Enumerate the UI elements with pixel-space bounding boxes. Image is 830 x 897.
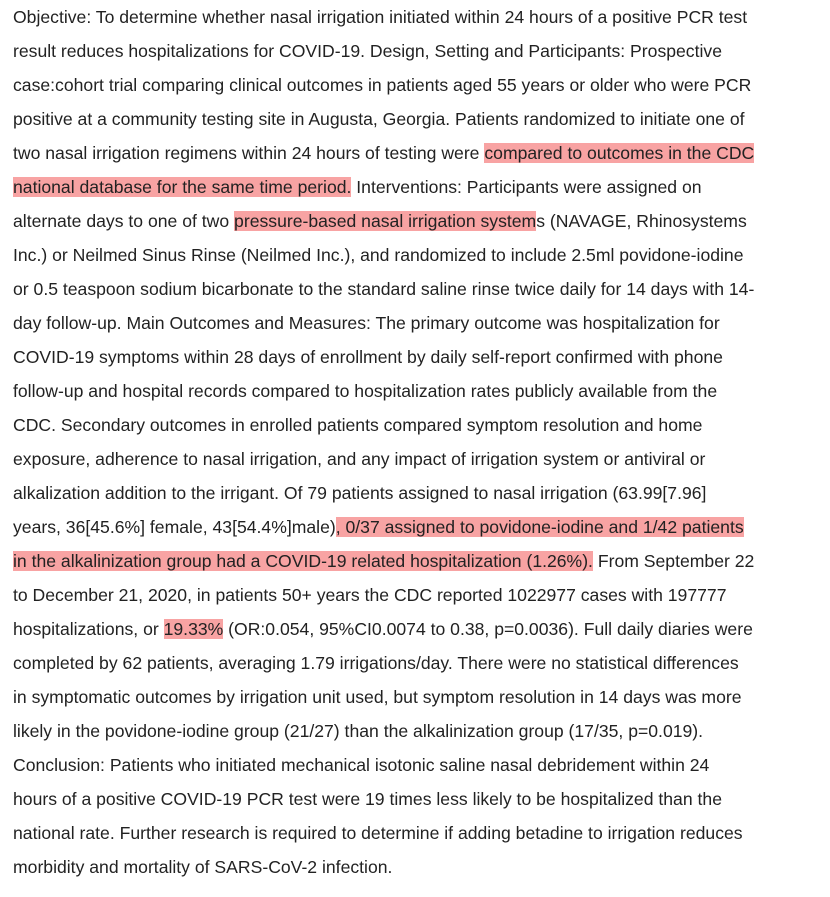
- text-segment: COVID-19 symptoms within 28 days of enrollment by daily self-report confirmed with phone: [13, 347, 723, 367]
- text-segment: national rate. Further research is required to determine if adding betadine to irrigation reduces: [13, 823, 743, 843]
- highlighted-text: pressure-based nasal irrigation system: [234, 211, 537, 231]
- text-segment: Inc.) or Neilmed Sinus Rinse (Neilmed Inc.), and randomized to include 2.5ml povidone-iodine: [13, 245, 744, 265]
- text-segment: result reduces hospitalizations for COVID-19. Design, Setting and Participants: Prospective: [13, 41, 722, 61]
- highlighted-text: 19.33%: [163, 619, 224, 639]
- text-line: [13, 544, 813, 578]
- text-line: [13, 136, 813, 170]
- text-segment: likely in the povidone-iodine group (21/27) than the alkalinization group (17/35, p=0.019).: [13, 721, 704, 741]
- text-segment: Interventions: Participants were assigned on: [351, 177, 702, 197]
- text-line: [13, 714, 813, 748]
- highlighted-text: national database for the same time period.: [13, 177, 352, 197]
- text-line: [13, 170, 813, 204]
- text-segment: case:cohort trial comparing clinical outcomes in patients aged 55 years or older who were PCR: [13, 75, 752, 95]
- text-segment: to December 21, 2020, in patients 50+ years the CDC reported 1022977 cases with 197777: [13, 585, 727, 605]
- text-line: [13, 374, 813, 408]
- text-line: [13, 748, 813, 782]
- text-line: [13, 204, 813, 238]
- highlighted-text: in the alkalinization group had a COVID-19 related hospitalization (1.26%).: [13, 551, 593, 571]
- text-segment: in symptomatic outcomes by irrigation unit used, but symptom resolution in 14 days was more: [13, 687, 742, 707]
- text-line: [13, 442, 813, 476]
- text-line: [13, 306, 813, 340]
- text-line: [13, 34, 813, 68]
- highlighted-text: compared to outcomes in the CDC: [484, 143, 755, 163]
- text-line: [13, 340, 813, 374]
- text-line: [13, 272, 813, 306]
- text-segment: or 0.5 teaspoon sodium bicarbonate to the standard saline rinse twice daily for 14 days with 14-: [13, 279, 755, 299]
- text-segment: hours of a positive COVID-19 PCR test were 19 times less likely to be hospitalized than the: [13, 789, 722, 809]
- text-segment: morbidity and mortality of SARS-CoV-2 infection.: [13, 857, 393, 877]
- text-segment: From September 22: [592, 551, 755, 571]
- text-line: [13, 578, 813, 612]
- text-segment: positive at a community testing site in Augusta, Georgia. Patients randomized to initiate one of: [13, 109, 745, 129]
- text-segment: completed by 62 patients, averaging 1.79 irrigations/day. There were no statistical differences: [13, 653, 739, 673]
- text-line: [13, 102, 813, 136]
- text-segment: day follow-up. Main Outcomes and Measures: The primary outcome was hospitalization for: [13, 313, 720, 333]
- text-segment: s (NAVAGE, Rhinosystems: [536, 211, 747, 231]
- text-segment: Conclusion: Patients who initiated mechanical isotonic saline nasal debridement within 24: [13, 755, 710, 775]
- text-line: [13, 816, 813, 850]
- text-line: [13, 238, 813, 272]
- text-segment: years, 36[45.6%] female, 43[54.4%]male): [13, 517, 336, 537]
- text-segment: hospitalizations, or: [13, 619, 164, 639]
- text-line: [13, 646, 813, 680]
- abstract-text: [13, 0, 813, 884]
- text-segment: exposure, adherence to nasal irrigation, and any impact of irrigation system or antiviral or: [13, 449, 706, 469]
- text-line: [13, 408, 813, 442]
- text-line: [13, 612, 813, 646]
- text-segment: Objective: To determine whether nasal irrigation initiated within 24 hours of a positive PCR test: [13, 7, 748, 27]
- text-line: [13, 510, 813, 544]
- text-segment: CDC. Secondary outcomes in enrolled patients compared symptom resolution and home: [13, 415, 703, 435]
- text-line: [13, 782, 813, 816]
- text-segment: two nasal irrigation regimens within 24 hours of testing were: [13, 143, 485, 163]
- text-line: [13, 0, 813, 34]
- text-segment: alternate days to one of two: [13, 211, 235, 231]
- text-line: [13, 68, 813, 102]
- text-line: [13, 476, 813, 510]
- text-segment: alkalization addition to the irrigant. Of 79 patients assigned to nasal irrigation (63.99[7.96]: [13, 483, 707, 503]
- text-line: [13, 850, 813, 884]
- text-line: [13, 680, 813, 714]
- text-segment: (OR:0.054, 95%CI0.0074 to 0.38, p=0.0036). Full daily diaries were: [223, 619, 753, 639]
- text-segment: follow-up and hospital records compared to hospitalization rates publicly available from the: [13, 381, 718, 401]
- highlighted-text: , 0/37 assigned to povidone-iodine and 1/42 patients: [335, 517, 744, 537]
